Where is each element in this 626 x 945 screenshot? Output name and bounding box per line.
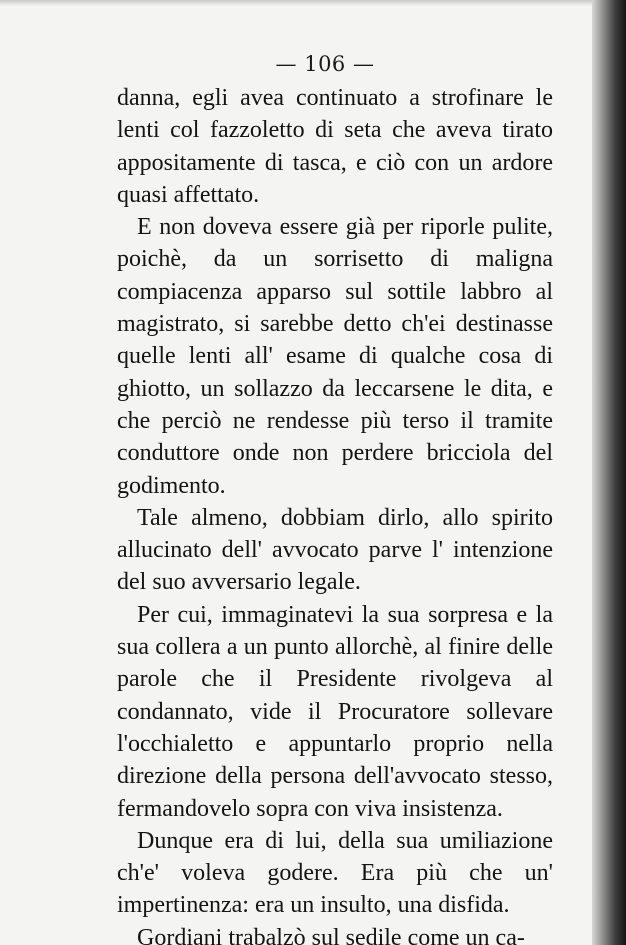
paragraph: Dunque era di lui, della sua umiliazione ch'e' voleva godere. Era più che un' impertinenza: era un insulto, una disfida. [117,827,553,919]
paragraph-continuation: danna, egli avea continuato a strofinare le lenti col fazzoletto di seta che aveva tirato appositamente di tasca, e ciò con un ardore quasi affettato. [117,85,553,208]
page-top-edge [0,0,592,6]
paragraph: Tale almeno, dobbiam dirlo, allo spirito allucinato dell' avvocato parve l' intenzione del suo avversario legale. [117,504,553,596]
paragraph: E non doveva essere già per riporle pulite, poichè, da un sorrisetto di maligna compiacenza apparso sul sottile labbro al magistrato, si sarebbe detto ch'ei destinasse quelle lenti all' esame di qualche cosa di ghiotto, un sollazzo da leccarsene le dita, e che perciò ne rendesse più terso il tramite conduttore onde non perdere bricciola del godimento. [117,214,553,499]
paragraph: Gordiani trabalzò sul sedile come un ca- [137,924,525,945]
page-number: — 106 — [275,52,375,76]
paragraph: Per cui, immaginatevi la sua sorpresa e la sua collera a un punto allorchè, al finire delle parole che il Presidente rivolgeva al condannato, vide il Procuratore sollevare l'occhialetto e appuntarlo proprio nella direzione della persona dell'avvocato stesso, fermandovelo sopra con viva insistenza. [117,601,553,822]
page-gutter-shadow [592,0,626,945]
body-text [117,82,553,945]
